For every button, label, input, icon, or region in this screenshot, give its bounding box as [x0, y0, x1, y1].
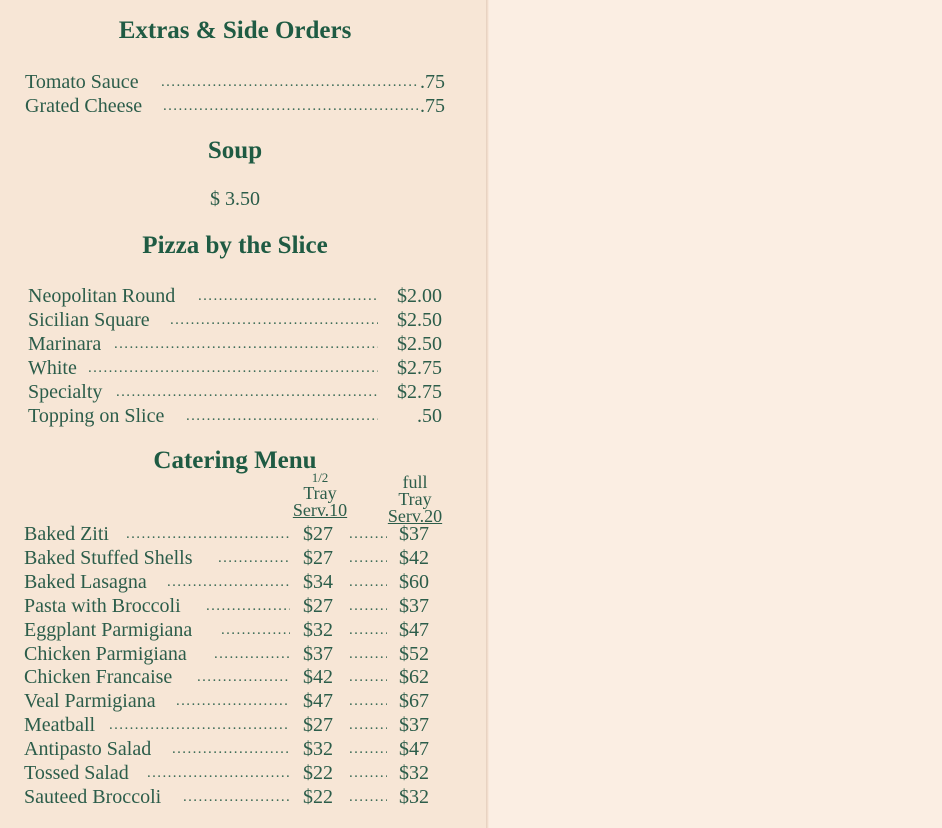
full-tray-price: $52 [399, 642, 429, 665]
leader-dots [172, 737, 290, 761]
item-name: Eggplant Parmigiana [24, 618, 193, 641]
item-name: Tomato Sauce [25, 71, 139, 93]
catering-item [24, 594, 444, 618]
full-tray-price: $47 [399, 618, 429, 641]
catering-item [24, 642, 444, 666]
half-tray-price: $34 [303, 570, 333, 593]
half-tray-price: $47 [303, 690, 333, 713]
full-serv-label: Serv.20 [387, 506, 443, 526]
item-name: White [28, 357, 77, 379]
leader-dots [116, 380, 378, 404]
catering-item [24, 618, 444, 642]
item-name: Neopolitan Round [28, 285, 176, 307]
half-tray-price: $27 [303, 546, 333, 569]
item-name: Marinara [28, 333, 102, 355]
catering-item [24, 689, 444, 713]
leader-dots [349, 618, 387, 642]
leader-dots [147, 761, 290, 785]
leader-dots [163, 94, 418, 118]
blank-page [489, 0, 942, 828]
menu-item [28, 308, 442, 332]
slice-heading: Pizza by the Slice [142, 232, 328, 259]
menu-item [25, 70, 445, 94]
leader-dots [167, 570, 290, 594]
leader-dots [126, 522, 290, 546]
full-tray-price: $37 [399, 523, 429, 545]
menu-item [28, 356, 442, 380]
leader-dots [183, 785, 290, 809]
soup-price: $ 3.50 [210, 188, 260, 210]
item-name: Specialty [28, 381, 103, 403]
leader-dots [114, 332, 378, 356]
item-name: Meatball [24, 714, 96, 737]
leader-dots [198, 284, 378, 308]
full-tray-price: $32 [399, 762, 429, 784]
item-name: Veal Parmigiana [24, 690, 156, 713]
soup-heading: Soup [207, 137, 263, 164]
half-tray-price: $37 [303, 642, 333, 665]
item-name: Baked Ziti [24, 523, 109, 545]
leader-dots [349, 665, 387, 689]
full-tray-price: $62 [399, 666, 429, 689]
half-tray-price: $32 [303, 738, 333, 761]
full-tray-price: $37 [399, 594, 429, 617]
extras-heading: Extras & Side Orders [118, 17, 352, 44]
half-tray-price: $27 [303, 594, 333, 617]
half-tray-label: Tray [303, 483, 337, 503]
menu-item [28, 284, 442, 308]
leader-dots [349, 761, 387, 785]
full-tray-price: $37 [399, 714, 429, 737]
catering-item [24, 546, 444, 570]
item-price: .75 [420, 95, 445, 117]
item-name: Chicken Parmigiana [24, 642, 187, 665]
full-tray-price: $47 [399, 738, 429, 761]
full-tray-label: Tray [398, 489, 432, 509]
leader-dots [214, 642, 290, 666]
leader-dots [349, 570, 387, 594]
leader-dots [349, 546, 387, 570]
item-price: $2.50 [397, 333, 442, 355]
half-serv-label: Serv.10 [292, 500, 348, 520]
item-price: $2.00 [397, 285, 442, 307]
leader-dots [218, 546, 290, 570]
menu-item [28, 380, 442, 404]
half-tray-price: $22 [303, 762, 333, 784]
half-tray-price: $32 [303, 618, 333, 641]
catering-item [24, 713, 444, 737]
menu-item [28, 404, 442, 428]
half-tray-header [285, 471, 355, 519]
half-tray-price: $42 [303, 666, 333, 689]
half-fraction: 1/2 [311, 470, 329, 485]
catering-item [24, 737, 444, 761]
item-price: .50 [417, 405, 442, 427]
menu-item [28, 332, 442, 356]
item-name: Tossed Salad [24, 762, 129, 784]
leader-dots [349, 689, 387, 713]
catering-item [24, 761, 444, 785]
leader-dots [349, 737, 387, 761]
item-name: Sicilian Square [28, 309, 150, 331]
menu-item [25, 94, 445, 118]
catering-item [24, 570, 444, 594]
half-tray-price: $27 [303, 714, 333, 737]
item-name: Grated Cheese [25, 95, 143, 117]
item-name: Sauteed Broccoli [24, 785, 162, 808]
item-name: Antipasto Salad [24, 738, 152, 761]
item-price: $2.50 [397, 309, 442, 331]
leader-dots [88, 356, 378, 380]
full-tray-price: $67 [399, 690, 429, 713]
leader-dots [349, 785, 387, 809]
leader-dots [206, 594, 290, 618]
leader-dots [349, 713, 387, 737]
leader-dots [186, 404, 378, 428]
item-name: Pasta with Broccoli [24, 594, 181, 617]
catering-item [24, 785, 444, 809]
full-tray-header [380, 474, 450, 525]
full-tray-price: $32 [399, 785, 429, 808]
half-tray-price: $22 [303, 785, 333, 808]
full-tray-price: $42 [399, 546, 429, 569]
catering-heading: Catering Menu [153, 447, 317, 474]
full-size-label: full [402, 472, 428, 492]
full-tray-price: $60 [399, 570, 429, 593]
half-tray-price: $27 [303, 523, 333, 545]
leader-dots [197, 665, 290, 689]
item-price: .75 [420, 71, 445, 93]
item-name: Baked Lasagna [24, 570, 147, 593]
leader-dots [170, 308, 378, 332]
item-price: $2.75 [397, 381, 442, 403]
leader-dots [349, 522, 387, 546]
item-name: Topping on Slice [28, 405, 165, 427]
catering-item [24, 665, 444, 689]
leader-dots [176, 689, 290, 713]
leader-dots [161, 70, 418, 94]
catering-item [24, 522, 444, 546]
leader-dots [349, 594, 387, 618]
item-price: $2.75 [397, 357, 442, 379]
item-name: Baked Stuffed Shells [24, 546, 193, 569]
item-name: Chicken Francaise [24, 666, 173, 689]
leader-dots [349, 642, 387, 666]
leader-dots [221, 618, 290, 642]
leader-dots [109, 713, 290, 737]
